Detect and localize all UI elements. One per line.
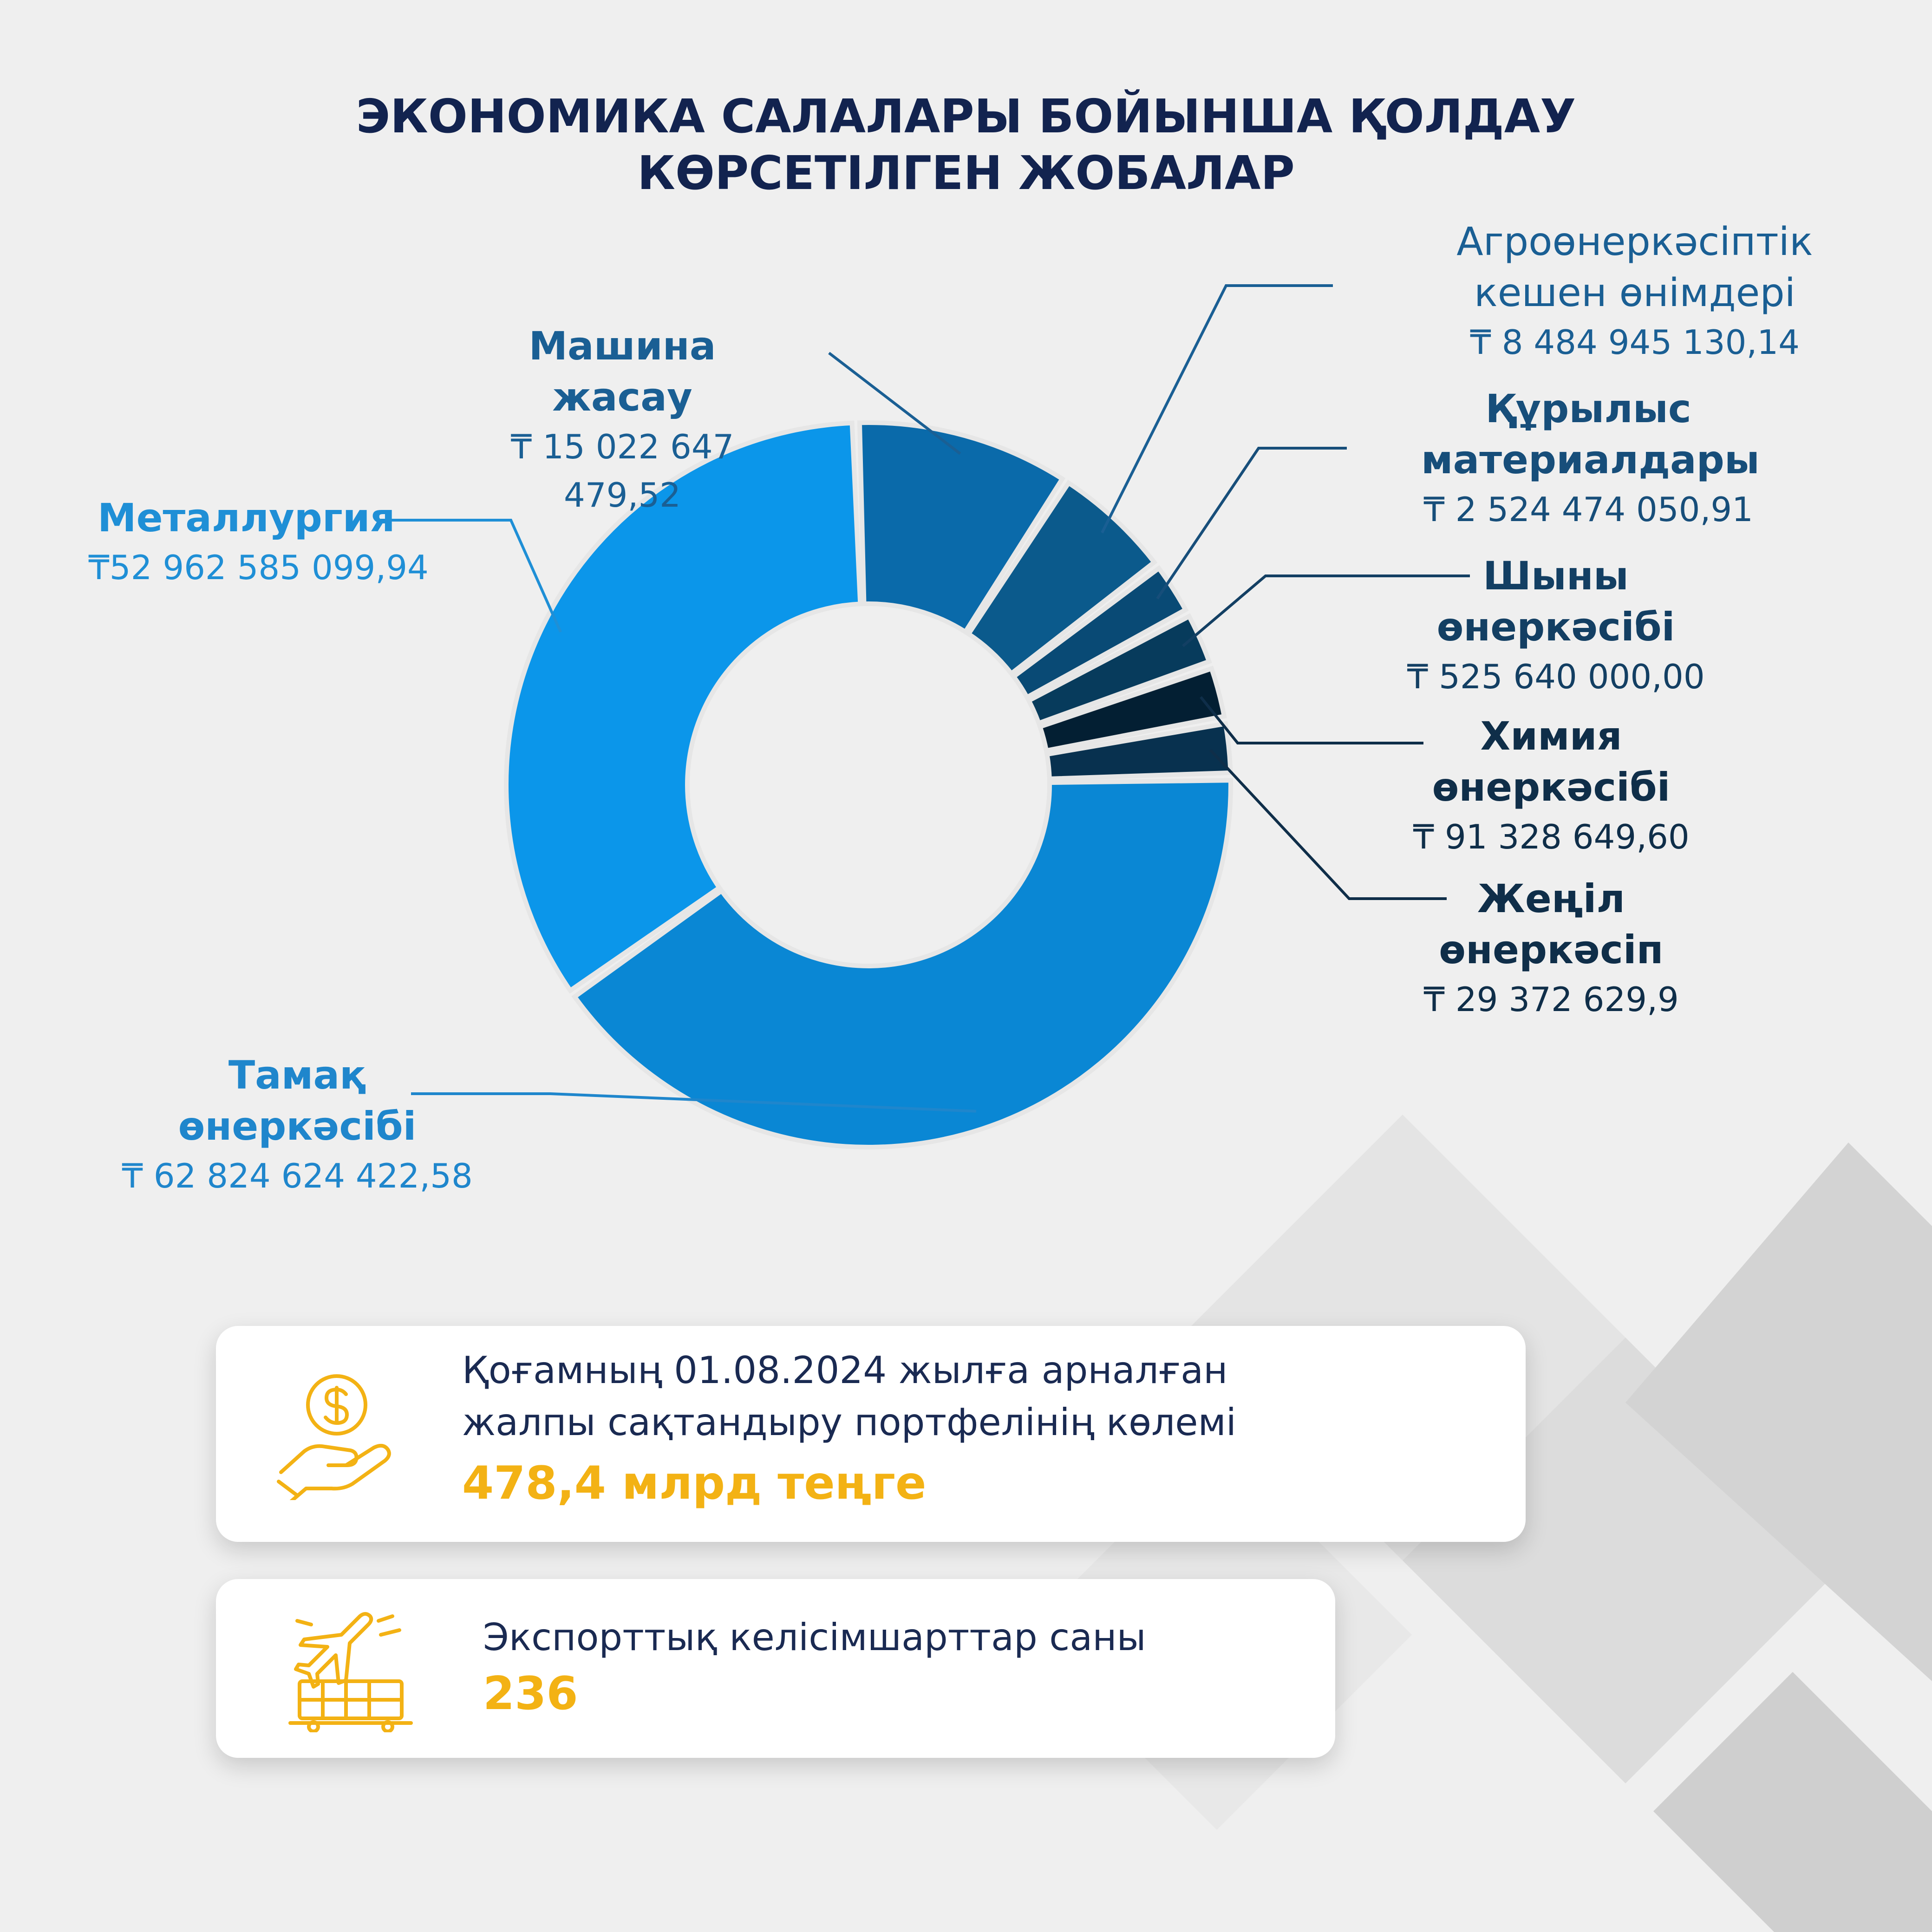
label-kurylys-name1: Құрылыс [1485,386,1691,431]
label-tamak-name2: өнеркәсібі [178,1103,417,1149]
page-title-line1: ЭКОНОМИКА САЛАЛАРЫ БОЙЫНША ҚОЛДАУ [356,89,1576,144]
label-metall [88,492,469,592]
label-zhenil-name2: өнеркәсіп [1439,927,1664,973]
money-hand-icon [276,1370,397,1500]
portfolio-line2: жалпы сақтандыру портфелінің көлемі [462,1401,1237,1444]
label-kurylys [1421,383,1760,534]
portfolio-line1: Қоғамның 01.08.2024 жылға арналған [462,1349,1228,1392]
label-kurylys-value: ₸ 2 524 474 050,91 [1423,490,1753,529]
label-tamak-name1: Тамақ [228,1052,366,1098]
export-card [216,1579,1335,1758]
portfolio-text [462,1345,1236,1514]
leader-line-6 [1210,750,1447,899]
label-khimiya-name1: Химия [1480,713,1622,759]
portfolio-value: 478,4 млрд теңге [462,1457,927,1510]
label-mashina-value: ₸ 15 022 647 479,52 [510,427,734,515]
leader-line-2 [1102,286,1333,533]
export-line1: Экспорттық келісімшарттар саны [483,1616,1146,1659]
label-zhenil-value: ₸ 29 372 629,9 [1423,980,1679,1019]
label-khimiya [1412,711,1690,861]
export-value: 236 [483,1667,578,1720]
label-agro-name1: Агроөнеркәсіптік [1456,219,1813,264]
label-agro [1430,216,1839,366]
label-shyny-name1: Шыны [1483,553,1629,599]
page-title-line2: КӨРСЕТІЛГЕН ЖОБАЛАР [637,146,1295,200]
label-zhenil [1416,873,1686,1024]
label-metall-name: Металлургия [98,495,395,541]
label-shyny-name2: өнеркәсібі [1436,604,1675,650]
label-zhenil-name1: Жеңіл [1477,876,1625,921]
label-agro-name2: кешен өнімдері [1474,270,1795,315]
label-shyny-value: ₸ 525 640 000,00 [1407,657,1705,696]
leader-line-5 [1201,697,1423,743]
label-tamak [93,1050,502,1200]
airplane-cargo-icon [286,1607,416,1732]
label-kurylys-name2: материалдары [1421,437,1760,483]
label-shyny [1393,550,1718,701]
label-tamak-value: ₸ 62 824 624 422,58 [122,1156,473,1195]
export-text [483,1612,1146,1724]
label-khimiya-value: ₸ 91 328 649,60 [1413,817,1690,856]
label-agro-value: ₸ 8 484 945 130,14 [1470,323,1800,362]
label-metall-value: ₸52 962 585 099,94 [88,548,429,587]
label-khimiya-name2: өнеркәсібі [1432,764,1671,810]
portfolio-card [216,1326,1526,1542]
label-mashina [455,320,790,519]
label-mashina-name: Машина жасау [529,323,716,420]
